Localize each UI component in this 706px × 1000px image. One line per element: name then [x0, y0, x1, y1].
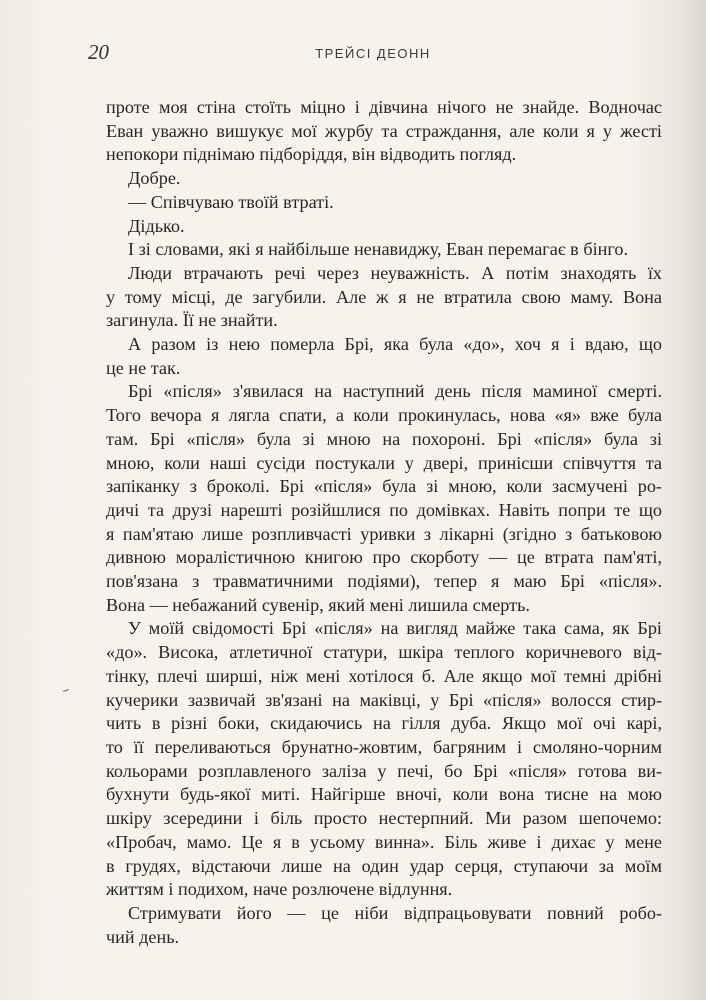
text-line: Добре.: [128, 168, 181, 189]
text-line: А разом із нею померла Брі, яка була «до», хоч я і вдаю, що: [128, 334, 662, 355]
text-line: Брі «після» з'явилася на наступний день після маминої смерті.: [128, 381, 662, 402]
text-line: Дідько.: [128, 215, 185, 236]
text-line: Того вечора я лягла спати, а коли прокинулась, нова «я» вже була: [106, 405, 662, 426]
page-header: [88, 40, 658, 70]
text-line: дивною моралістичною книгою про скорботу — це втрата пам'яті,: [106, 547, 662, 568]
text-line: чий день.: [106, 926, 180, 947]
text-line: Стримувати його — це ніби відпрацьовувати повний робо-: [128, 902, 662, 923]
text-line: тінку, плечі ширші, ніж мені хотілося б. Але якщо мої темні дрібні: [106, 665, 662, 686]
text-line: дичі та друзі нарешті розійшлися по домівках. Навіть попри те що: [106, 499, 662, 520]
text-line: пов'язана з травматичними подіями), тепер я маю Брі «після».: [106, 571, 662, 592]
text-line: У моїй свідомості Брі «після» на вигляд майже така сама, як Брі: [128, 618, 662, 639]
text-line: непокори піднімаю підборіддя, він відводить погляд.: [106, 144, 517, 165]
text-line: кольорами розплавленого заліза у печі, бо Брі «після» готова ви-: [106, 760, 662, 781]
margin-mark: [63, 689, 69, 692]
text-line: «до». Висока, атлетичної статури, шкіра теплого коричневого від-: [106, 642, 662, 663]
text-line: проте моя стіна стоїть міцно і дівчина нічого не знайде. Водночас: [106, 97, 662, 117]
page-number: 20: [88, 40, 109, 64]
text-line: у тому місці, де загубили. Але ж я не втратила свою маму. Вона: [106, 286, 662, 307]
text-line: я пам'ятаю лише розпливчасті уривки з лікарні (згідно з батьковою: [106, 523, 662, 544]
text-line: Вона — небажаний сувенір, який мені лишила смерть.: [106, 594, 530, 615]
text-line: І зі словами, які я найбільше ненавиджу, Еван перемагає в бінго.: [128, 239, 629, 260]
text-line: там. Брі «після» була зі мною на похороні. Брі «після» була зі: [106, 428, 662, 449]
text-line: в грудях, відстаючи лише на один удар серця, ступаючи за моїм: [106, 855, 662, 876]
text-line: кучерики зазвичай зв'язані на маківці, у Брі «після» волосся стир-: [106, 689, 662, 710]
text-line: життям і подихом, наче розлючене відлуння.: [106, 879, 453, 900]
text-line: чить в різні боки, скидаючись на гілля дуба. Якщо мої очі карі,: [106, 713, 662, 734]
running-head: ТРЕЙСІ ДЕОНН: [315, 46, 431, 61]
text-line: Еван уважно вишукує мої журбу та страждання, але коли я у жесті: [106, 120, 662, 141]
text-line: «Пробач, мамо. Це я в усьому винна». Біль живе і дихає у мене: [106, 831, 662, 852]
body-text: [106, 96, 662, 949]
text-line: запіканку з броколі. Брі «після» була зі мною, коли засмучені ро-: [106, 476, 662, 497]
text-line: загинула. Її не знайти.: [106, 310, 278, 331]
text-line: то її переливаються брунатно-жовтим, багряним і смоляно-чорним: [106, 736, 662, 757]
text-line: бухнути будь-якої миті. Найгірше вночі, коли вона тисне на мою: [106, 784, 662, 805]
text-line: шкіру зсередини і біль просто нестерпний. Ми разом шепочемо:: [106, 808, 662, 829]
text-line: Люди втрачають речі через неуважність. А потім знаходять їх: [128, 262, 662, 283]
text-line: — Співчуваю твоїй втраті.: [128, 191, 334, 212]
text-line: мною, коли наші сусіди постукали у двері, принісши співчуття та: [106, 452, 662, 473]
text-line: це не так.: [106, 357, 181, 378]
